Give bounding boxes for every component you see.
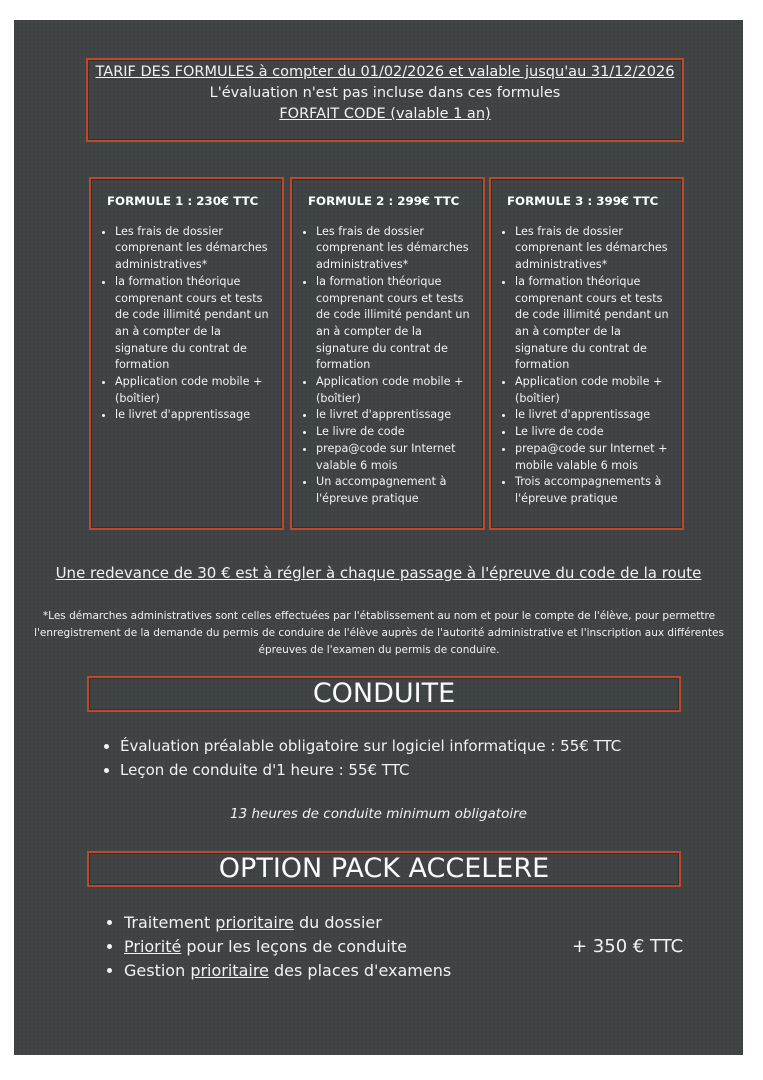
list-item: • Le livre de code	[316, 424, 475, 441]
list-item: • Priorité pour les leçons de conduite	[124, 935, 451, 959]
underlined-word: Priorité	[124, 937, 182, 956]
list-item: • Trois accompagnements à l'épreuve pratique	[515, 474, 674, 507]
formula-list	[300, 224, 475, 508]
conduite-list	[100, 734, 621, 782]
conduite-title-box	[87, 676, 681, 712]
formula-title: FORMULE 2 : 299€ TTC	[308, 194, 460, 208]
pack-list	[104, 911, 451, 983]
conduite-note: 13 heures de conduite minimum obligatoire	[230, 806, 527, 822]
formula-title: FORMULE 3 : 399€ TTC	[507, 194, 659, 208]
formula-card-2	[290, 177, 485, 530]
redevance-notice: Une redevance de 30 € est à régler à chaque passage à l'épreuve du code de la route	[55, 564, 702, 582]
conduite-title: CONDUITE	[312, 678, 456, 709]
list-item: • Les frais de dossier comprenant les démarches administratives*	[115, 224, 274, 274]
list-item: • Application code mobile + (boîtier)	[115, 374, 274, 407]
header-box	[86, 58, 684, 142]
list-item: • la formation théorique comprenant cours et tests de code illimité pendant un an à compter de la signature du contrat de formation	[115, 274, 274, 374]
footnote: *Les démarches administratives sont celles effectuées par l'établissement au nom et pour le compte de l'élève, pour permettre l'enregistrement de la demande du permis de conduire de l'élève auprès de l'autorité administrative et l'inscription aux différentes épreuves de l'examen du permis de conduire.	[34, 610, 724, 656]
list-item: • Traitement prioritaire du dossier	[124, 911, 451, 935]
price-sheet	[14, 20, 743, 1055]
formula-title: FORMULE 1 : 230€ TTC	[107, 194, 259, 208]
underlined-word: prioritaire	[190, 961, 269, 980]
list-item: • Application code mobile + (boîtier)	[515, 374, 674, 407]
list-item: • Les frais de dossier comprenant les démarches administratives*	[316, 224, 475, 274]
list-item: • le livret d'apprentissage	[316, 407, 475, 424]
list-item: • la formation théorique comprenant cours et tests de code illimité pendant un an à compter de la signature du contrat de formation	[316, 274, 475, 374]
pack-title: OPTION PACK ACCELERE	[218, 853, 550, 884]
list-item: • Application code mobile + (boîtier)	[316, 374, 475, 407]
list-item: • Évaluation préalable obligatoire sur logiciel informatique : 55€ TTC	[120, 734, 621, 758]
header-subtitle: L'évaluation n'est pas incluse dans ces formules	[209, 85, 561, 101]
underlined-word: prioritaire	[215, 913, 294, 932]
list-item: • Leçon de conduite d'1 heure : 55€ TTC	[120, 758, 621, 782]
list-item: • Les frais de dossier comprenant les démarches administratives*	[515, 224, 674, 274]
header-title: TARIF DES FORMULES à compter du 01/02/2026 et valable jusqu'au 31/12/2026	[95, 64, 675, 80]
list-item: • prepa@code sur Internet valable 6 mois	[316, 441, 475, 474]
list-item: • le livret d'apprentissage	[515, 407, 674, 424]
list-item: • Gestion prioritaire des places d'examens	[124, 959, 451, 983]
list-item: • la formation théorique comprenant cours et tests de code illimité pendant un an à compter de la signature du contrat de formation	[515, 274, 674, 374]
formula-list	[499, 224, 674, 508]
formula-list	[99, 224, 274, 424]
pack-price: + 350 € TTC	[572, 936, 684, 957]
list-item: • le livret d'apprentissage	[115, 407, 274, 424]
list-item: • Un accompagnement à l'épreuve pratique	[316, 474, 475, 507]
pack-title-box	[87, 851, 681, 887]
formula-card-1	[89, 177, 284, 530]
list-item: • prepa@code sur Internet + mobile valable 6 mois	[515, 441, 674, 474]
list-item: • Le livre de code	[515, 424, 674, 441]
header-forfait: FORFAIT CODE (valable 1 an)	[279, 106, 491, 122]
formula-card-3	[489, 177, 684, 530]
